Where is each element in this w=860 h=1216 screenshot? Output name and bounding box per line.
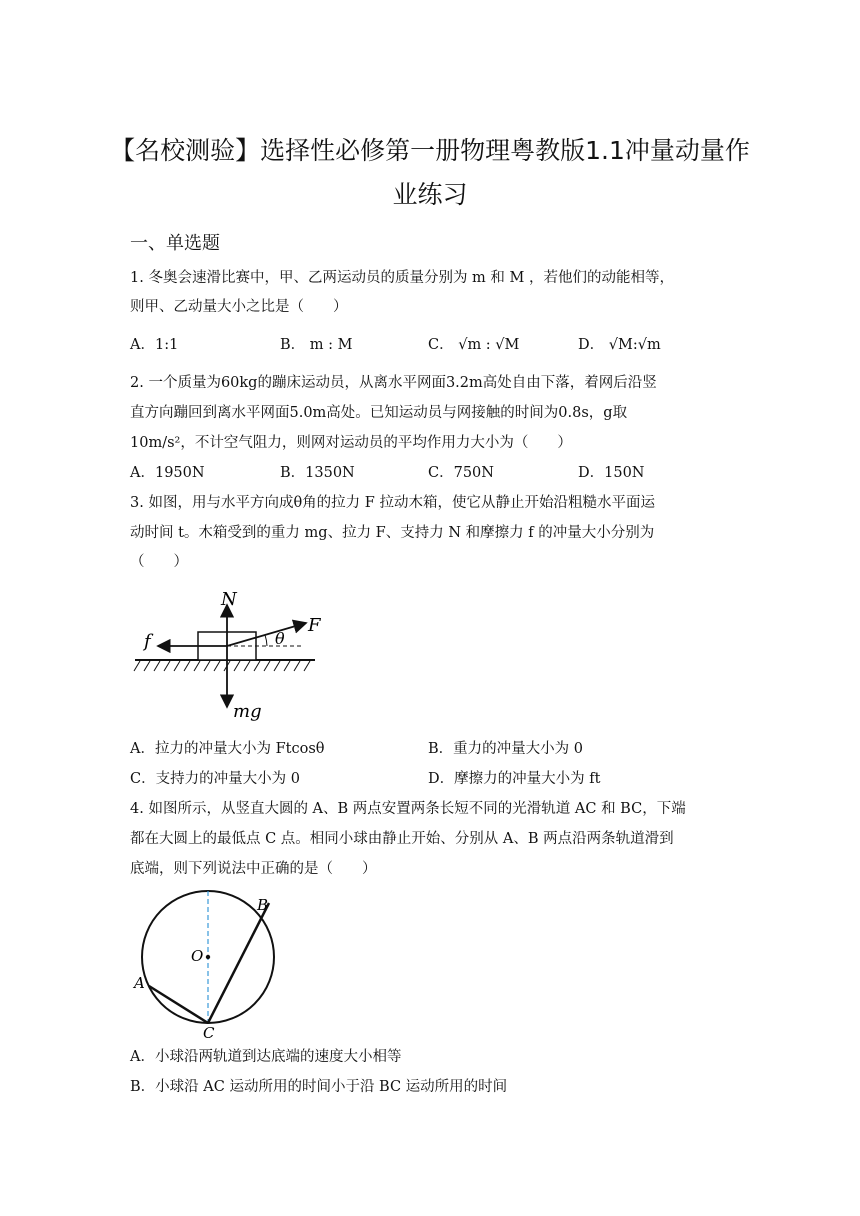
q3-option-a: A．拉力的冲量大小为 Ftcosθ — [130, 741, 325, 757]
q3-stem-line-1: 3. 如图，用与水平方向成θ角的拉力 F 拉动木箱，使它从静止开始沿粗糙水平面运 — [130, 495, 655, 511]
ground-hatching — [134, 661, 310, 671]
label-f-friction: f — [144, 631, 151, 652]
q2-stem-line-2: 直方向蹦回到离水平网面5.0m高处。已知运动员与网接触的时间为0.8s，g取 — [130, 405, 628, 421]
q1-option-c: C． √m : √M — [428, 337, 520, 353]
label-b: B — [257, 896, 269, 914]
q3-force-diagram — [130, 585, 330, 725]
q2-option-d: D．150N — [578, 465, 645, 481]
section-heading: 一、单选题 — [130, 233, 220, 254]
center-point — [206, 955, 210, 959]
q4-option-b: B．小球沿 AC 运动所用的时间小于沿 BC 运动所用的时间 — [130, 1079, 508, 1095]
label-c: C — [203, 1024, 215, 1040]
q2-option-c: C．750N — [428, 465, 494, 481]
q4-stem-line-1: 4. 如图所示，从竖直大圆的 A、B 两点安置两条长短不同的光滑轨道 AC 和 BC，下端 — [130, 801, 686, 817]
label-f-pull: F — [308, 615, 321, 636]
q1-stem-line-1: 1. 冬奥会速滑比赛中，甲、乙两运动员的质量分别为 m 和 M ，若他们的动能相等， — [130, 270, 674, 286]
label-a: A — [134, 974, 145, 992]
document-title-line-2: 业练习 — [392, 180, 468, 209]
q4-stem-line-2: 都在大圆上的最低点 C 点。相同小球由静止开始、分别从 A、B 两点沿两条轨道滑到 — [130, 831, 674, 847]
q1-option-d: D． √M:√m — [578, 337, 661, 353]
q4-option-a: A．小球沿两轨道到达底端的速度大小相等 — [130, 1049, 402, 1065]
q3-option-d: D．摩擦力的冲量大小为 ft — [428, 771, 601, 787]
label-theta: θ — [275, 629, 285, 648]
q3-option-b: B．重力的冲量大小为 0 — [428, 741, 583, 757]
q2-option-b: B．1350N — [280, 465, 355, 481]
q2-option-a: A．1950N — [130, 465, 205, 481]
q3-stem-line-2: 动时间 t。木箱受到的重力 mg、拉力 F、支持力 N 和摩擦力 f 的冲量大小分别为 — [130, 525, 655, 541]
q1-stem-line-2: 则甲、乙动量大小之比是（ ） — [130, 299, 348, 315]
q2-stem-line-1: 2. 一个质量为60kg的蹦床运动员，从离水平网面3.2m高处自由下落，着网后沿竖 — [130, 375, 657, 391]
label-o: O — [191, 947, 204, 965]
q1-option-b: B． m : M — [280, 337, 353, 353]
track-bc — [208, 903, 269, 1023]
q4-circle-diagram — [128, 888, 288, 1040]
document-title-line-1: 【名校测验】选择性必修第一册物理粤教版1.1冲量动量作 — [110, 136, 750, 165]
q3-option-c: C．支持力的冲量大小为 0 — [130, 771, 300, 787]
q3-stem-line-3: （ ） — [130, 554, 188, 570]
angle-arc — [265, 635, 267, 646]
q4-stem-line-3: 底端，则下列说法中正确的是（ ） — [130, 861, 377, 877]
q2-stem-line-3: 10m/s²，不计空气阻力，则网对运动员的平均作用力大小为（ ） — [130, 435, 572, 451]
track-ac — [149, 986, 208, 1023]
label-n: N — [221, 589, 237, 610]
label-mg: mg — [233, 701, 262, 722]
q1-option-a: A．1:1 — [130, 337, 179, 353]
